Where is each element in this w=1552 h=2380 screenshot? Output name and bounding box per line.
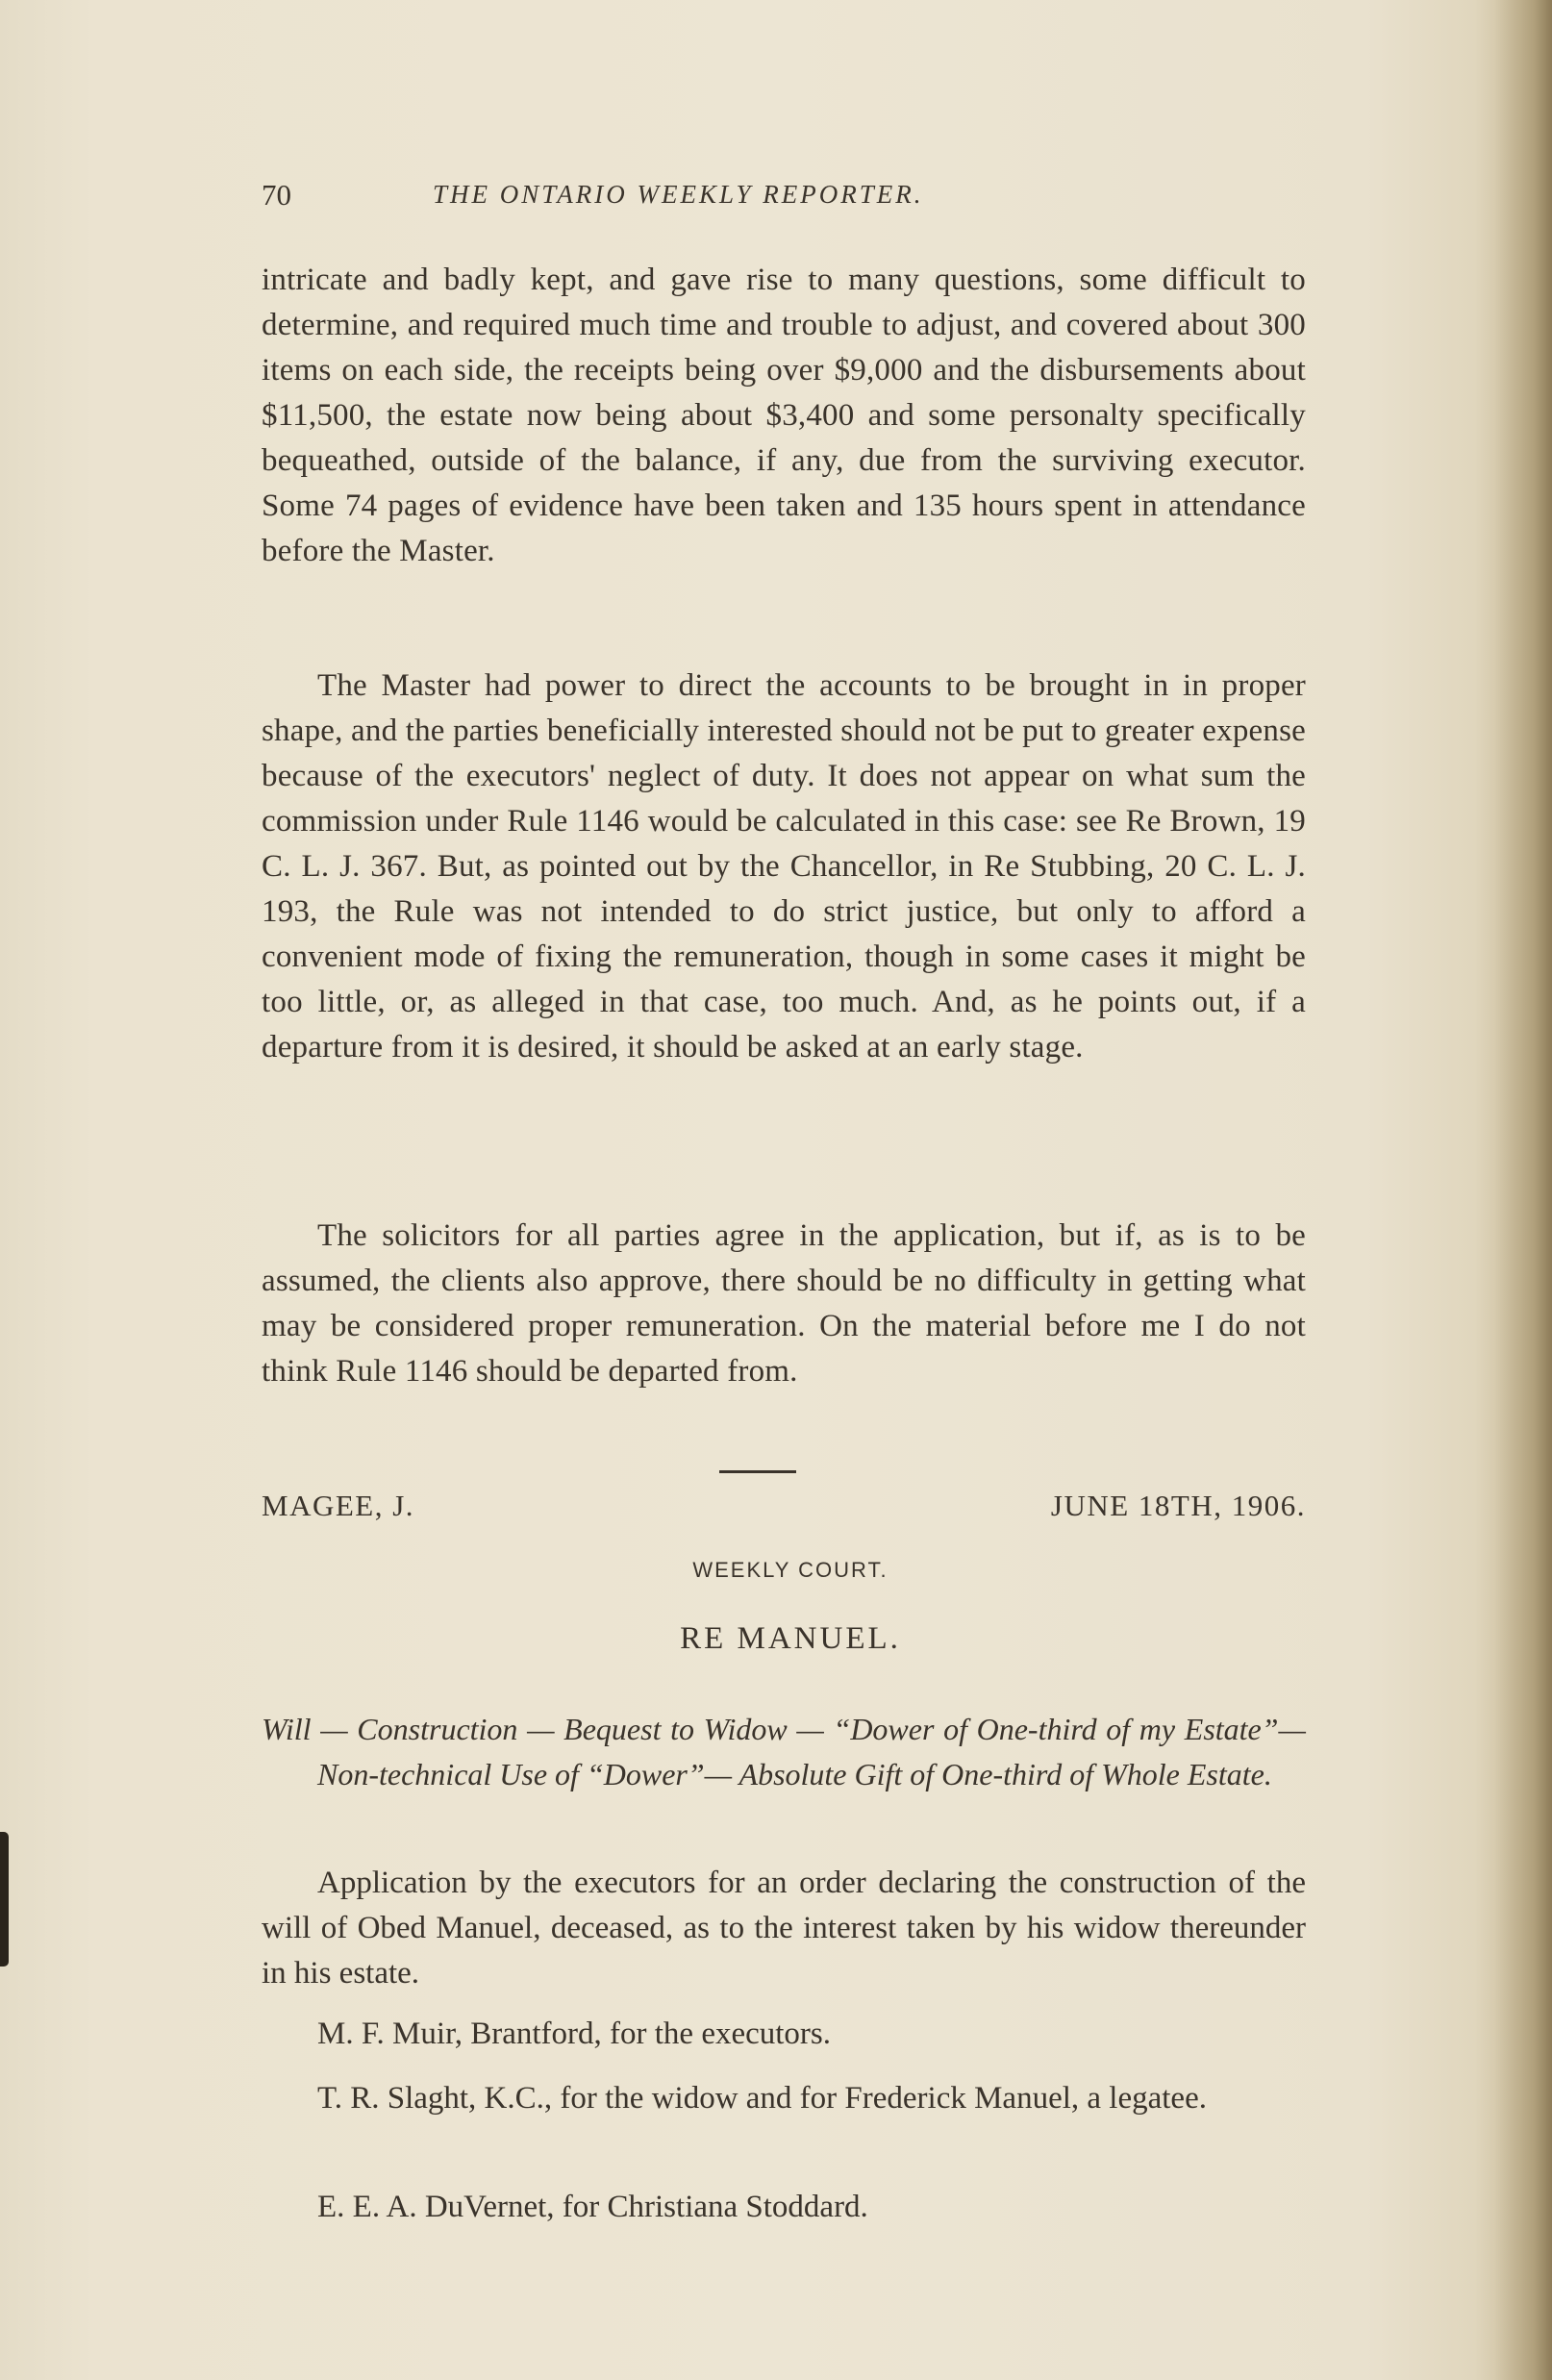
body-paragraph-3: The solicitors for all parties agree in the application, but if, as is to be assumed, the clients also approve, there should be no difficulty in getting what may be considered proper remuneration. On the material before me I do not think Rule 1146 should be departed from. bbox=[262, 1218, 1306, 1389]
judgment-date: JUNE 18TH, 1906. bbox=[1050, 1489, 1306, 1522]
application-paragraph: Application by the executors for an order declaring the construction of the will of Obed Manuel, deceased, as to the interest taken by his widow thereunder in his estate. bbox=[262, 1866, 1306, 1991]
body-paragraph-2: The Master had power to direct the accounts to be brought in in proper shape, and the parties beneficially interested should not be put to greater expense because of the executors' neglect of duty. It does not appear on what sum the commission under Rule 1146 would be calculated in this case: see Re Brown, 19 C. L. J. 367. But, as pointed out by the Chancellor, in Re Stubbing, 20 C. L. J. 193, the Rule was not intended to do strict justice, but only to afford a convenient mode of fixing the remuneration, though in some cases it might be too little, or, as alleged in that case, too much. And, as he points out, if a departure from it is desired, it should be asked at an early stage. bbox=[262, 668, 1306, 1065]
page-number: 70 bbox=[262, 178, 291, 212]
page-edge-shadow bbox=[1494, 0, 1552, 2380]
judge-name: MAGEE, J. bbox=[262, 1489, 415, 1522]
application-block bbox=[262, 1861, 1306, 1996]
page-header bbox=[262, 178, 1306, 216]
headnote-text: Will — Construction — Bequest to Widow — “Dower of One-third of my Estate”—Non-technical Use of “Dower”— Absolute Gift of One-third of Whole Estate. bbox=[262, 1712, 1306, 1791]
court-name: WEEKLY COURT. bbox=[692, 1558, 889, 1582]
counsel-line: E. E. A. DuVernet, for Christiana Stoddard. bbox=[317, 2190, 868, 2224]
counsel-line: M. F. Muir, Brantford, for the executors. bbox=[317, 2017, 832, 2051]
counsel-2-block bbox=[262, 2076, 1306, 2121]
paragraph-block-3 bbox=[262, 1214, 1306, 1394]
counsel-line: T. R. Slaght, K.C., for the widow and for Frederick Manuel, a legatee. bbox=[317, 2081, 1207, 2116]
running-head: THE ONTARIO WEEKLY REPORTER. bbox=[433, 180, 924, 209]
case-title: RE MANUEL. bbox=[680, 1621, 901, 1656]
headnote bbox=[262, 1707, 1306, 1797]
counsel-1-block bbox=[262, 2012, 1306, 2057]
section-divider bbox=[719, 1470, 796, 1473]
binding-mark bbox=[0, 1832, 9, 1967]
counsel-3-block bbox=[262, 2185, 1306, 2230]
paragraph-block-2 bbox=[262, 664, 1306, 1070]
judge-date-row bbox=[262, 1489, 1306, 1531]
continued-paragraph bbox=[262, 258, 1306, 574]
body-paragraph-1: intricate and badly kept, and gave rise to many questions, some difficult to determine, and required much time and trouble to adjust, and covered about 300 items on each side, the receipts being over $9,000 and the disbursements about $11,500, the estate now being about $3,400 and some personalty specifically bequeathed, outside of the balance, if any, due from the surviving executor. Some 74 pages of evidence have been taken and 135 hours spent in attendance before the Master. bbox=[262, 263, 1306, 568]
